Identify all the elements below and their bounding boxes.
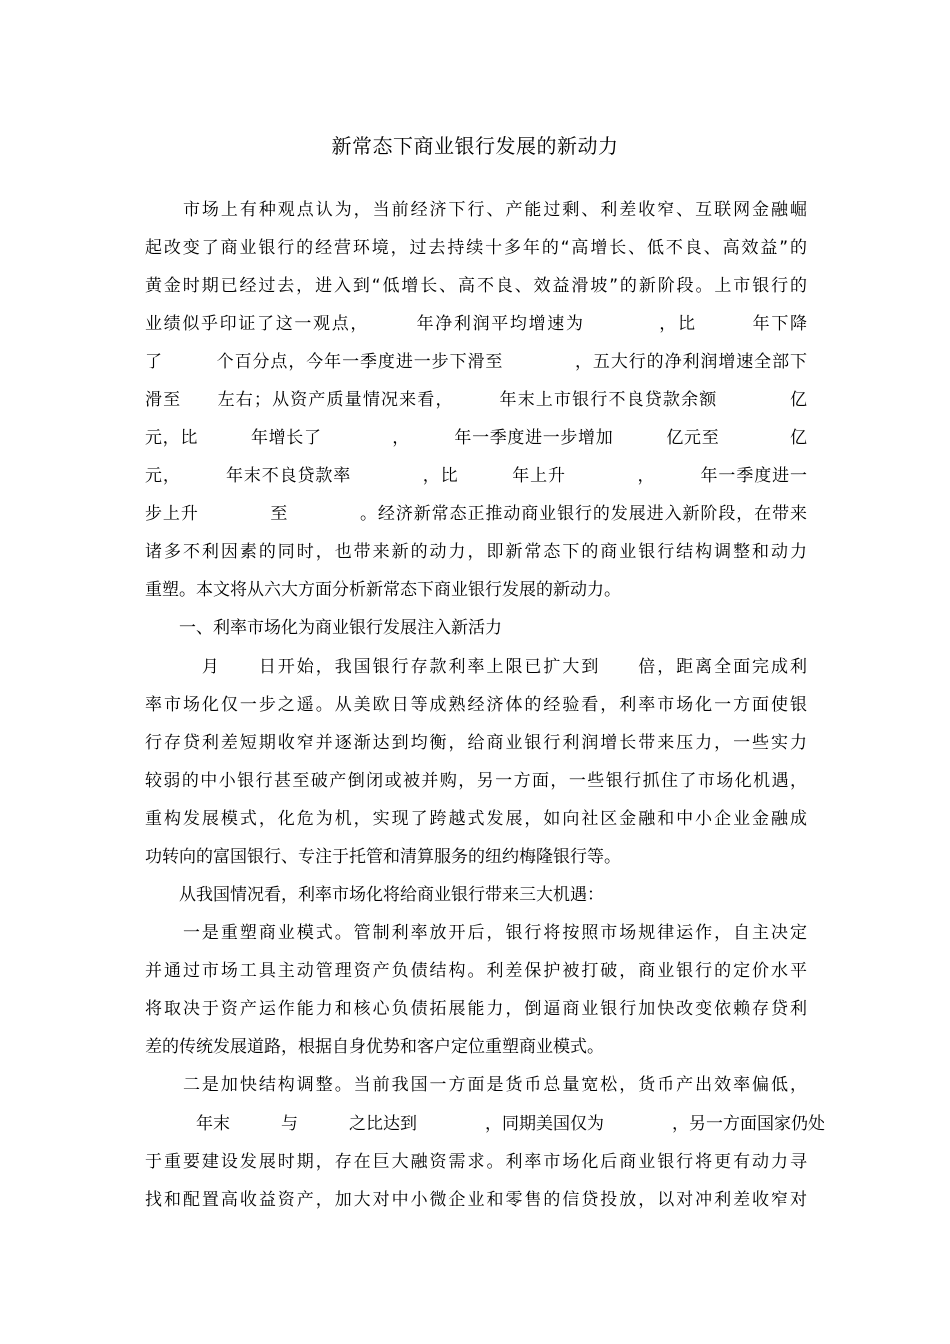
text-line: 起改变了商业银行的经营环境，过去持续十多年的“高增长、低不良、高效益”的 xyxy=(145,238,807,258)
text-line: 并通过市场工具主动管理资产负债结构。利差保护被打破，商业银行的定价水平 xyxy=(145,961,807,981)
text-line: 黄金时期已经过去，进入到“低增长、高不良、效益滑坡”的新阶段。上市银行的 xyxy=(145,276,807,296)
text-line: 重构发展模式，化危为机，实现了跨越式发展，如向社区金融和中小企业金融成 xyxy=(145,809,807,829)
text-line: 市场上有种观点认为，当前经济下行、产能过剩、利差收窄、互联网金融崛 xyxy=(145,200,807,220)
text-line: 月 日开始，我国银行存款利率上限已扩大到 倍，距离全面完成利 xyxy=(145,657,807,677)
text-line: 诸多不利因素的同时，也带来新的动力，即新常态下的商业银行结构调整和动力 xyxy=(145,542,807,562)
text-line: 业绩似乎印证了这一观点， 年净利润平均增速为 ，比 年下降 xyxy=(145,314,807,334)
text-line: 从我国情况看，利率市场化将给商业银行带来三大机遇： xyxy=(145,885,604,905)
text-line: 率市场化仅一步之遥。从美欧日等成熟经济体的经验看，利率市场化一方面使银 xyxy=(145,695,807,715)
text-line: 二是加快结构调整。当前我国一方面是货币总量宽松，货币产出效率偏低， xyxy=(145,1075,807,1095)
document-title: 新常态下商业银行发展的新动力 xyxy=(331,134,619,158)
text-line: 滑至 左右；从资产质量情况来看， 年末上市银行不良贷款余额 亿 xyxy=(145,390,807,410)
text-line: 元，比 年增长了 ， 年一季度进一步增加 亿元至 亿 xyxy=(145,428,807,448)
text-line: 了 个百分点，今年一季度进一步下滑至 ，五大行的净利润增速全部下 xyxy=(145,352,807,372)
text-line: 元， 年末不良贷款率 ，比 年上升 ， 年一季度进一 xyxy=(145,466,807,486)
text-line: 找和配置高收益资产，加大对中小微企业和零售的信贷投放，以对冲利差收窄对 xyxy=(145,1190,807,1210)
text-line: 将取决于资产运作能力和核心负债拓展能力，倒逼商业银行加快改变依赖存贷利 xyxy=(145,999,807,1019)
text-line: 重塑。本文将从六大方面分析新常态下商业银行发展的新动力。 xyxy=(145,580,621,600)
text-line: 较弱的中小银行甚至破产倒闭或被并购，另一方面，一些银行抓住了市场化机遇， xyxy=(145,771,807,791)
text-line: 于重要建设发展时期，存在巨大融资需求。利率市场化后商业银行将更有动力寻 xyxy=(145,1152,807,1172)
text-line: 功转向的富国银行、专注于托管和清算服务的纽约梅隆银行等。 xyxy=(145,847,621,867)
text-line: 一是重塑商业模式。管制利率放开后，银行将按照市场规律运作，自主决定 xyxy=(145,923,807,943)
text-line: 行存贷利差短期收窄并逐渐达到均衡，给商业银行利润增长带来压力，一些实力 xyxy=(145,733,807,753)
section-heading: 一、利率市场化为商业银行发展注入新活力 xyxy=(145,618,502,638)
text-line: 步上升 至 。经济新常态正推动商业银行的发展进入新阶段，在带来 xyxy=(145,504,807,524)
text-line: 差的传统发展道路，根据自身优势和客户定位重塑商业模式。 xyxy=(145,1037,604,1057)
text-line: 年末 与 之比达到 ，同期美国仅为 ，另一方面国家仍处 xyxy=(145,1114,825,1134)
